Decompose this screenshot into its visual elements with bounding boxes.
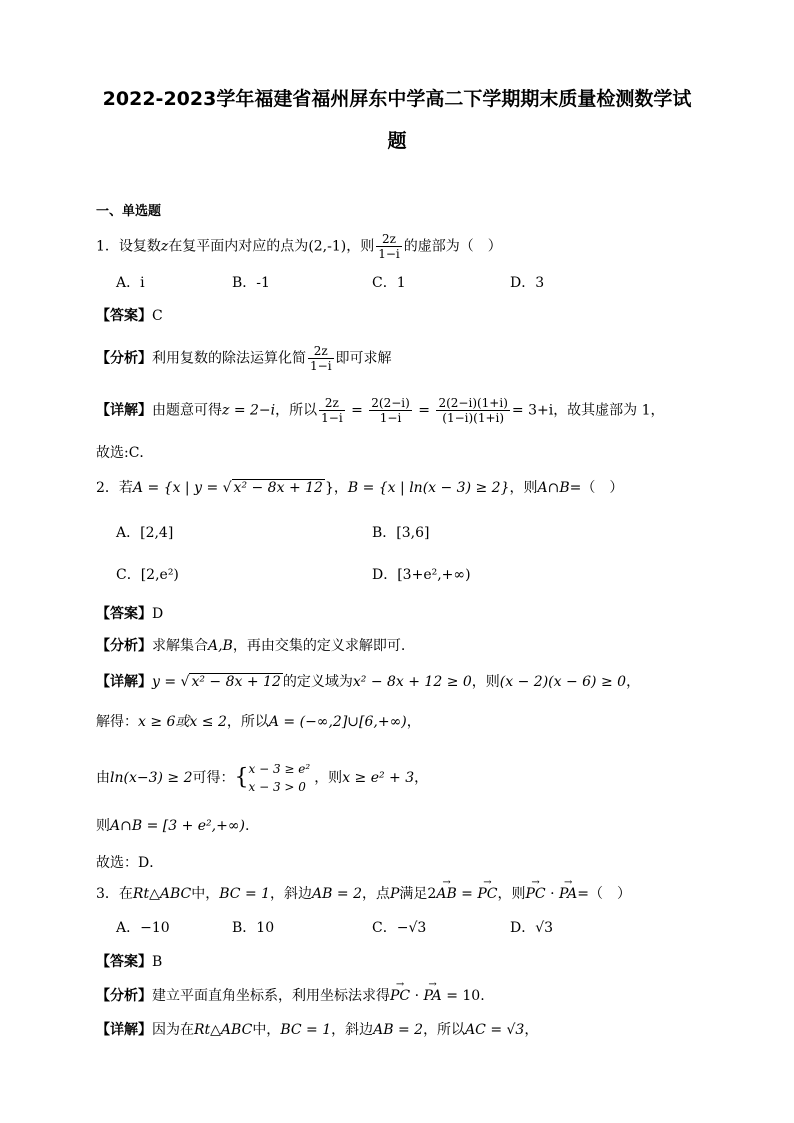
q2-analysis: 【分析】求解集合A,B，再由交集的定义求解即可. xyxy=(96,638,406,654)
q3-analysis: 【分析】建立平面直角坐标系，利用坐标法求得→ PC · → PA = 10. xyxy=(96,986,485,1006)
q1-option-a: A．i xyxy=(116,275,145,291)
q2-from: 由ln(x−3) ≥ 2可得：{ x − 3 ≥ e² x − 3 > 0 ，则x ≥ e² + 3， xyxy=(96,762,429,794)
q3-option-d: D．√3 xyxy=(510,920,554,936)
q2-result: 则A∩B = [3 + e²,+∞). xyxy=(96,818,250,834)
q1-option-d: D．3 xyxy=(510,275,545,291)
q1-option-c: C．1 xyxy=(372,275,406,291)
q3-option-a: A．−10 xyxy=(116,920,170,936)
q2-option-d: D．[3+e²,+∞) xyxy=(372,567,471,583)
q1-stem: 1．设复数z在复平面内对应的点为(2,-1)，则 $\frac{2z}{1-i}$ 的虚部为（ ） xyxy=(96,232,502,261)
section-heading: 一、单选题 xyxy=(96,204,162,219)
q1-detail: 【详解】由题意可得z = 2−i，所以 $\frac{2z}{1-i}$ = $\frac{2(2-i)}{1-i}$ = $\frac{2(2-i)(1+i)}{(1-i)(1+i)}$ = 3+i，故其虚部为 1， xyxy=(96,396,665,425)
document-title-line1: 2022-2023学年福建省福州屏东中学高二下学期期末质量检测数学试 xyxy=(102,88,692,110)
q2-answer: 【答案】D xyxy=(96,606,164,622)
q1-conclusion: 故选:C． xyxy=(96,445,154,461)
q2-option-c: C．[2,e²) xyxy=(116,567,179,583)
q2-option-b: B．[3,6] xyxy=(372,525,430,541)
q1-analysis: 【分析】利用复数的除法运算化简 $\frac{2z}{1-i}$ 即可求解 xyxy=(96,344,392,373)
document-title-line2: 题 xyxy=(387,130,407,152)
q1-fraction: $\frac{2z}{1-i}$ xyxy=(378,232,400,261)
q3-option-b: B．10 xyxy=(232,920,275,936)
q3-option-c: C．−√3 xyxy=(372,920,427,936)
q3-answer: 【答案】B xyxy=(96,954,163,970)
q1-option-b: B．-1 xyxy=(232,275,270,291)
q3-stem: 3．在Rt△ABC中，BC = 1，斜边AB = 2，点P满足2→ AB = → PC，则→ PC · → PA=（ ） xyxy=(96,884,631,904)
q2-solve: 解得：x ≥ 6或x ≤ 2，所以A = (−∞,2]∪[6,+∞)， xyxy=(96,714,421,730)
q1-answer: 【答案】C xyxy=(96,308,163,324)
q2-detail: 【详解】y = √ x² − 8x + 12 的定义域为x² − 8x + 12 ≥ 0，则(x − 2)(x − 6) ≥ 0， xyxy=(96,674,641,690)
q2-conclusion: 故选：D． xyxy=(96,855,164,871)
q3-detail: 【详解】因为在Rt△ABC中，BC = 1，斜边AB = 2，所以AC = √3， xyxy=(96,1022,539,1038)
q2-stem: 2．若A = {x | y = √ x² − 8x + 12 }，B = {x | ln(x − 3) ≥ 2}，则A∩B=（ ） xyxy=(96,480,624,496)
q2-option-a: A．[2,4] xyxy=(116,525,174,541)
